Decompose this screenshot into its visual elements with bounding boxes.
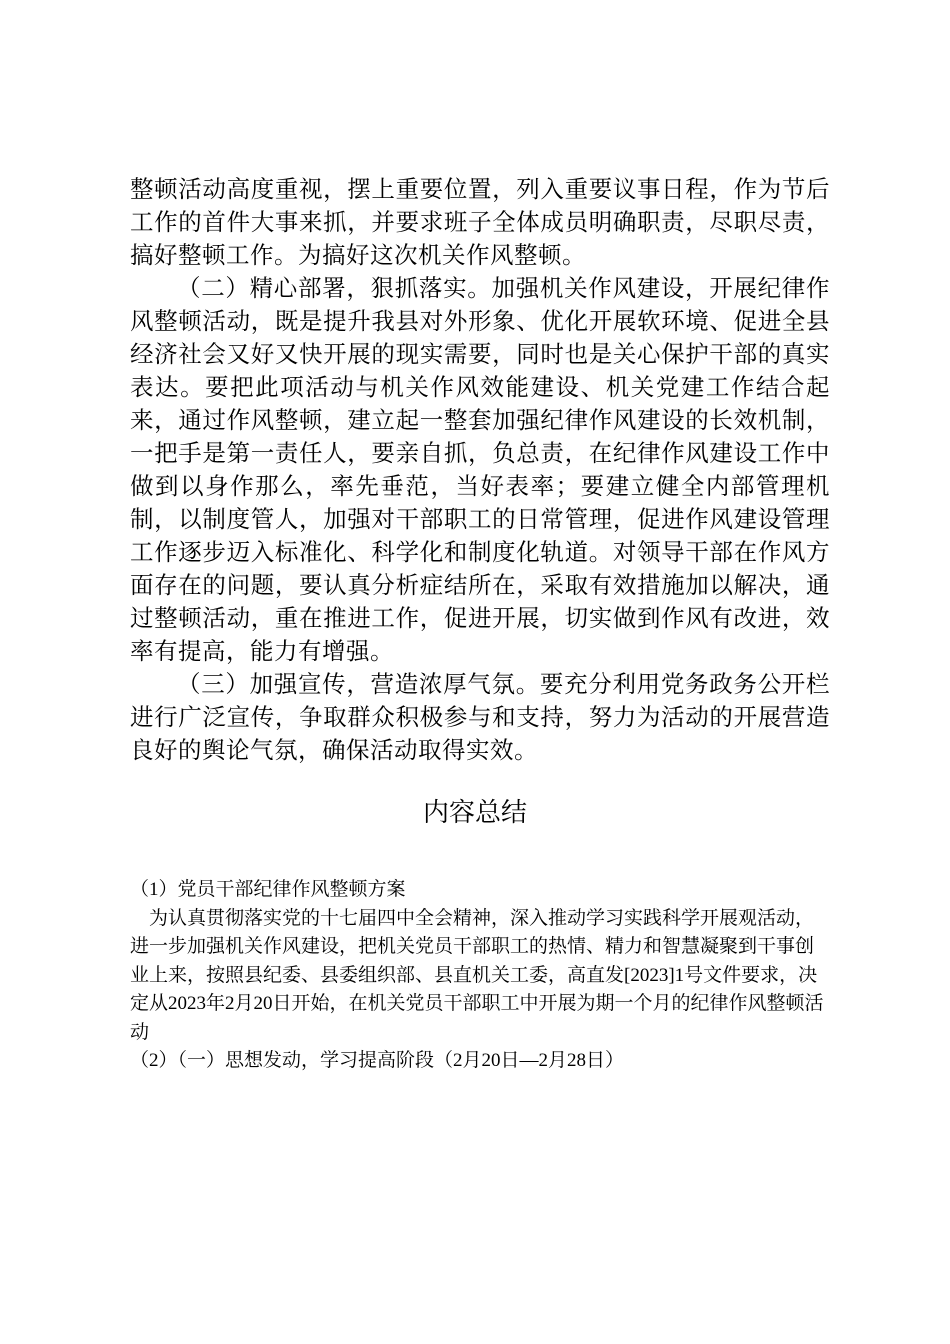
- body-text: [130, 173, 830, 767]
- paragraph-continuation: 整顿活动高度重视，摆上重要位置，列入重要议事日程，作为节后工作的首件大事来抓，并要求班子全体成员明确职责，尽职尽责，搞好整顿工作。为搞好这次机关作风整顿。: [130, 175, 830, 269]
- paragraph-section-2: （二）精心部署，狠抓落实。加强机关作风建设，开展纪律作风整顿活动，既是提升我县对外形象、优化开展软环境、促进全县经济社会又好又快开展的现实需要，同时也是关心保护干部的真实表达。要把此项活动与机关作风效能建设、机关党建工作结合起来，通过作风整顿，建立起一整套加强纪律作风建设的长效机制，一把手是第一责任人，要亲自抓，负总责，在纪律作风建设工作中做到以身作那么，率先垂范，当好表率；要建立健全内部管理机制，以制度管人，加强对干部职工的日常管理，促进作风建设管理工作逐步迈入标准化、科学化和制度化轨道。对领导干部在作风方面存在的问题，要认真分析症结所在，采取有效措施加以解决，通过整顿活动，重在推进工作，促进开展，切实做到作风有改进，效率有提高，能力有增强。: [130, 274, 830, 665]
- paragraph-section-3: （三）加强宣传，营造浓厚气氛。要充分利用党务政务公开栏进行广泛宣传，争取群众积极参与和支持，努力为活动的开展营造良好的舆论气氛，确保活动取得实效。: [130, 670, 830, 764]
- summary-item-2: （2）（一）思想发动，学习提高阶段（2月20日—2月28日）: [130, 1050, 625, 1071]
- summary-item-1-title: （1）党员干部纪律作风整顿方案: [130, 879, 406, 900]
- summary-title: 内容总结: [422, 798, 527, 828]
- summary-section: [130, 876, 830, 1076]
- summary-item-1-body: 为认真贯彻落实党的十七届四中全会精神，深入推动学习实践科学开展观活动，进一步加强机关作风建设，把机关党员干部职工的热情、精力和智慧凝聚到干事创业上来，按照县纪委、县委组织部、县直机关工委，高直发[2023]1号文件要求，决定从2023年2月20日开始，在机关党员干部职工中开展为期一个月的纪律作风整顿活动: [130, 907, 824, 1043]
